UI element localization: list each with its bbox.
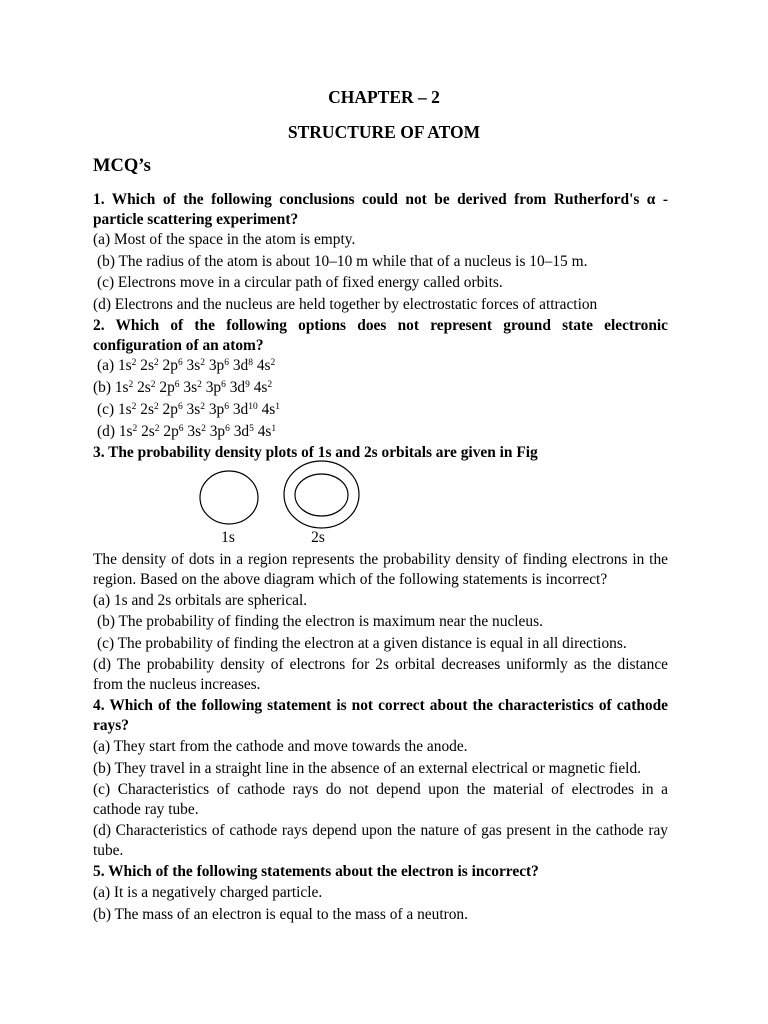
option-line: (c) Characteristics of cathode rays do not depend upon the material of electrodes in a — [93, 781, 668, 798]
q2-option-c — [97, 400, 668, 420]
orbital-term — [163, 423, 183, 440]
orbital-term — [187, 401, 205, 418]
orbital-term-base: 3s — [187, 423, 202, 440]
electron-count-superscript: 6 — [225, 424, 230, 434]
orbital-term-base: 3s — [186, 401, 201, 418]
electron-count-superscript: 6 — [174, 380, 180, 390]
q1-question — [93, 190, 668, 229]
electron-count-superscript: 6 — [177, 358, 183, 368]
orbital-term — [233, 357, 253, 374]
orbital-term-base: 1s — [114, 379, 129, 396]
figure-label-2s: 2s — [311, 529, 325, 546]
q2-option-a — [97, 356, 668, 376]
electron-count-superscript: 2 — [200, 358, 205, 368]
orbital-term-base: 4s — [257, 423, 272, 440]
orbital-term — [119, 423, 137, 440]
orbital-term-base: 4s — [261, 401, 276, 418]
electron-count-superscript: 1 — [275, 402, 281, 412]
electron-count-superscript: 6 — [178, 424, 184, 434]
stem-line: The density of dots in a region represents the probability density of finding electrons in the — [93, 551, 668, 568]
orbital-1s-circle — [200, 471, 258, 524]
orbital-term — [257, 357, 275, 374]
question-line: 4. Which of the following statement is not correct about the characteristics of cathode — [93, 697, 668, 714]
electron-count-superscript: 2 — [201, 424, 206, 434]
orbital-term — [118, 357, 136, 374]
q4-option-c — [93, 780, 668, 819]
question-line: 1. Which of the following conclusions could not be derived from Rutherford's α - — [93, 191, 668, 208]
stem-line: region. Based on the above diagram which of the following statements is incorrect? — [93, 570, 608, 588]
orbital-term-base: 2p — [162, 357, 178, 374]
q5-option-b: (b) The mass of an electron is equal to the mass of a neutron. — [93, 906, 468, 923]
q4-option-b: (b) They travel in a straight line in the absence of an external electrical or magnetic field. — [93, 760, 641, 777]
option-label: (a) — [97, 357, 115, 374]
orbital-term-base: 3p — [208, 401, 225, 418]
orbital-term-base: 3p — [205, 379, 222, 396]
orbital-term — [140, 357, 158, 374]
orbital-term — [230, 379, 250, 396]
orbital-term — [206, 379, 226, 396]
orbital-term-base: 3d — [232, 357, 249, 374]
orbital-term-base: 2p — [163, 423, 179, 440]
orbital-term-base: 2p — [162, 401, 178, 418]
orbital-term — [163, 357, 183, 374]
section-heading: MCQ’s — [93, 156, 151, 176]
electron-count-superscript: 10 — [248, 402, 258, 412]
orbital-term-base: 3d — [233, 423, 250, 440]
orbital-term-base: 1s — [118, 423, 133, 440]
q4-option-a: (a) They start from the cathode and move towards the anode. — [93, 738, 468, 755]
q1-option-a: (a) Most of the space in the atom is empty. — [93, 231, 356, 248]
electron-count-superscript: 2 — [132, 424, 138, 434]
option-line: (d) The probability density of electrons for 2s orbital decreases uniformly as the distance — [93, 656, 668, 673]
question-line: particle scattering experiment? — [93, 210, 299, 228]
chapter-heading: CHAPTER – 2 — [328, 87, 440, 107]
q1-option-b: (b) The radius of the atom is about 10–10 m while that of a nucleus is 10–15 m. — [97, 253, 588, 270]
electron-count-superscript: 6 — [224, 358, 229, 368]
question-line: configuration of an atom? — [93, 336, 264, 354]
electron-count-superscript: 6 — [224, 402, 229, 412]
figure-label-1s: 1s — [221, 529, 235, 546]
q5-question: 5. Which of the following statements about the electron is incorrect? — [93, 863, 539, 880]
electron-count-superscript: 6 — [177, 402, 183, 412]
electron-count-superscript: 2 — [153, 402, 159, 412]
q4-option-d — [93, 821, 668, 860]
orbital-term — [258, 423, 276, 440]
orbital-term — [137, 379, 155, 396]
electron-count-superscript: 2 — [128, 380, 134, 390]
electron-count-superscript: 2 — [131, 402, 137, 412]
orbital-term-base: 1s — [117, 401, 132, 418]
orbital-2s-inner-circle — [295, 474, 348, 516]
orbital-term — [187, 423, 205, 440]
orbital-term-base: 4s — [256, 357, 271, 374]
orbital-term-base: 2s — [137, 379, 151, 396]
orbital-term — [163, 401, 183, 418]
orbital-term-base: 3s — [186, 357, 201, 374]
chapter-title: STRUCTURE OF ATOM — [287, 122, 481, 142]
orbital-term-base: 1s — [117, 357, 132, 374]
electron-count-superscript: 2 — [197, 380, 202, 390]
option-line: (d) Characteristics of cathode rays depend upon the nature of gas present in the cathode ray — [93, 822, 668, 839]
orbital-term-base: 2s — [140, 357, 154, 374]
q3-option-c: (c) The probability of finding the electron at a given distance is equal in all directions. — [97, 635, 627, 652]
q1-option-c: (c) Electrons move in a circular path of fixed energy called orbits. — [97, 274, 503, 291]
q2-question — [93, 316, 668, 355]
q1-option-d: (d) Electrons and the nucleus are held together by electrostatic forces of attraction — [93, 296, 598, 313]
option-line: from the nucleus increases. — [93, 675, 261, 693]
electron-count-superscript: 1 — [271, 424, 277, 434]
electron-count-superscript: 2 — [267, 380, 273, 390]
q3-question: 3. The probability density plots of 1s and 2s orbitals are given in Fig — [93, 444, 538, 461]
orbital-term — [141, 423, 159, 440]
orbital-density-figure — [190, 455, 370, 535]
orbital-term-base: 2s — [141, 423, 155, 440]
q3-option-d — [93, 655, 668, 694]
q4-question — [93, 696, 668, 735]
electron-count-superscript: 5 — [249, 424, 254, 434]
orbital-term-base: 3p — [208, 357, 225, 374]
electron-count-superscript: 2 — [200, 402, 205, 412]
electron-count-superscript: 2 — [154, 424, 160, 434]
orbital-term — [234, 423, 254, 440]
electron-count-superscript: 2 — [153, 358, 159, 368]
orbital-term-base: 3d — [229, 379, 246, 396]
question-line: rays? — [93, 716, 129, 734]
orbital-term — [209, 357, 229, 374]
orbital-term — [140, 401, 158, 418]
electron-count-superscript: 2 — [270, 358, 276, 368]
orbital-term — [187, 357, 205, 374]
option-line: tube. — [93, 841, 124, 859]
orbital-term-base: 3p — [209, 423, 226, 440]
orbital-term — [262, 401, 280, 418]
option-label: (b) — [93, 379, 111, 396]
orbital-term — [183, 379, 201, 396]
q2-option-d — [97, 422, 668, 442]
orbital-term — [209, 401, 229, 418]
orbital-term-base: 3s — [183, 379, 198, 396]
option-label: (d) — [97, 423, 115, 440]
q3-stem — [93, 550, 668, 589]
question-line: 2. Which of the following options does not represent ground state electronic — [93, 317, 668, 334]
orbital-term-base: 4s — [253, 379, 268, 396]
orbital-term — [233, 401, 258, 418]
orbital-term — [254, 379, 272, 396]
q3-option-a: (a) 1s and 2s orbitals are spherical. — [93, 592, 308, 609]
electron-count-superscript: 8 — [248, 358, 253, 368]
orbital-term-base: 3d — [232, 401, 249, 418]
q5-option-a: (a) It is a negatively charged particle. — [93, 884, 323, 901]
q2-option-b — [93, 378, 668, 398]
orbital-term — [210, 423, 230, 440]
electron-count-superscript: 9 — [245, 380, 250, 390]
orbital-term — [115, 379, 133, 396]
q3-option-b: (b) The probability of finding the electron is maximum near the nucleus. — [97, 613, 543, 630]
orbital-term — [159, 379, 179, 396]
orbital-term — [118, 401, 136, 418]
option-line: cathode ray tube. — [93, 800, 199, 818]
electron-count-superscript: 6 — [221, 380, 226, 390]
electron-count-superscript: 2 — [150, 380, 156, 390]
electron-count-superscript: 2 — [131, 358, 137, 368]
orbital-term-base: 2p — [159, 379, 175, 396]
option-label: (c) — [97, 401, 115, 418]
orbital-term-base: 2s — [140, 401, 154, 418]
